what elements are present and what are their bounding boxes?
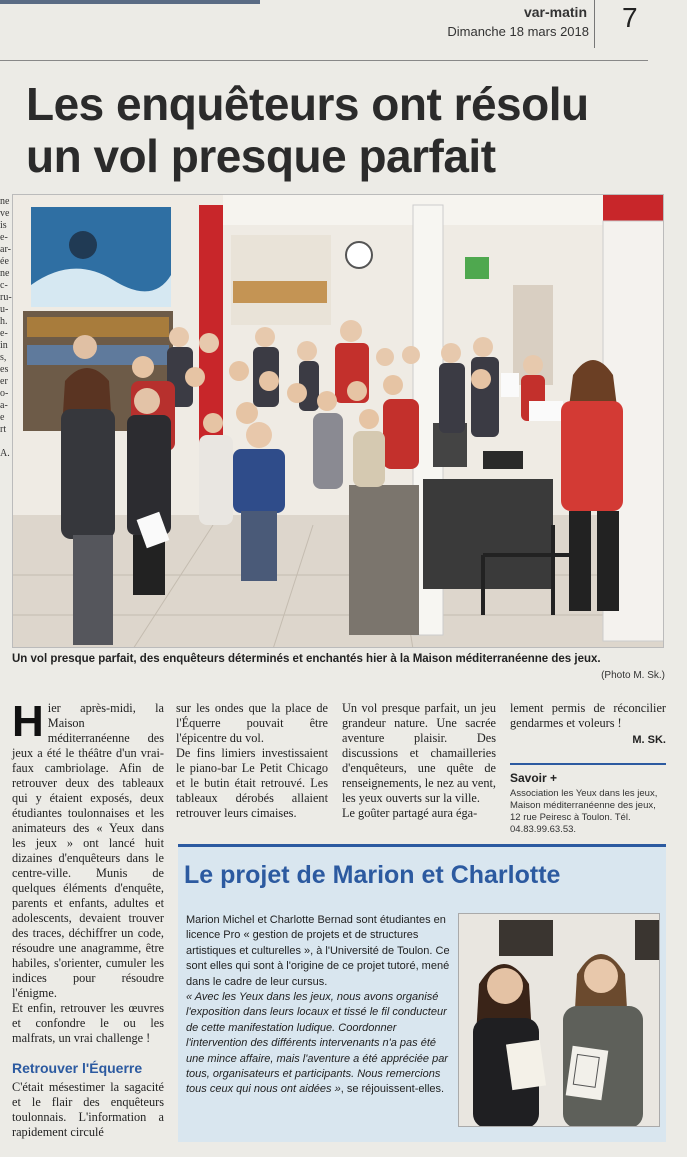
fragment-line: u- (0, 304, 9, 315)
fragment-line: e- (0, 232, 8, 243)
header-divider (594, 0, 595, 48)
fragment-line: h. (0, 316, 8, 327)
group-photo (12, 194, 664, 648)
article-paragraph: ier après-midi, la Maison méditerranéenne des jeux a été le théâtre d'un vrai-faux cambriolage. Afin de retrouver deux des tableaux qui y étaient exposés, deux étudiantes toulonnaises et les animateurs des « Yeux dans les jeux » ont lancé huit dizaines d'enquêteurs dans le centre-ville. Munis de quelques éléments d'enquête, parents et enfants, adultes et adolescents, devaient trouver des traces, déchiffrer un code, résoudre une anagramme, être habiles, s'orienter, cumuler les indices pour résoudre l'énigme. (12, 701, 164, 1000)
sidebar-quote (186, 990, 456, 1098)
sidebar-article-body (186, 913, 456, 1098)
fragment-line: in (0, 340, 8, 351)
header-rule (0, 60, 648, 61)
info-box-title: Savoir + (510, 771, 558, 785)
group-photo-illustration (13, 195, 664, 648)
header-top-bar (0, 0, 260, 4)
sidebar-article-title: Le projet de Marion et Charlotte (184, 861, 561, 889)
info-box (510, 763, 666, 836)
article-subhead: Retrouver l'Équerre (12, 1060, 143, 1076)
page-number: 7 (622, 2, 638, 33)
fragment-line: e (0, 412, 5, 423)
photo-credit: (Photo M. Sk.) (601, 670, 665, 681)
author-signature: M. SK. (632, 734, 666, 746)
fragment-line: A. (0, 448, 10, 459)
article-paragraph: Un vol presque parfait, un jeu grandeur nature. Une sacrée aventure plaisir. Des discussions et chamailleries d'enquêteurs, une quête de renseignements, le nez au vent, les yeux ouverts sur la ville. (342, 701, 496, 805)
students-photo (458, 913, 660, 1127)
article-column-1 (12, 697, 164, 1046)
article-paragraph: Le goûter partagé aura éga- (342, 806, 478, 820)
photo-caption: Un vol presque parfait, des enquêteurs déterminés et enchantés hier à la Maison méditerranéenne des jeux. (12, 653, 601, 665)
sidebar-quote-end: , se réjouissent-elles. (340, 1083, 445, 1096)
fragment-line: er (0, 376, 8, 387)
issue-date: Dimanche 18 mars 2018 (447, 24, 589, 39)
fragment-line: rt (0, 424, 7, 435)
article-column-3 (342, 701, 496, 821)
fragment-line: a- (0, 400, 8, 411)
students-photo-illustration (459, 914, 660, 1127)
article-paragraph: sur les ondes que la place de l'Équerre pouvait être l'épicentre du vol. (176, 701, 328, 745)
fragment-line: ve (0, 208, 10, 219)
publication-name: var-matin (523, 4, 587, 20)
fragment-line: s, (0, 352, 7, 363)
headline-line-1: Les enquêteurs ont résolu (26, 78, 589, 130)
sidebar-article (178, 844, 666, 1142)
fragment-line (0, 436, 12, 448)
headline (26, 78, 666, 182)
sidebar-paragraph: Marion Michel et Charlotte Bernad sont étudiantes en licence Pro « gestion de projets et de structures artistiques et culturelles », à l'Université de Toulon. Ce sont elles qui sont à l'origine de ce projet tutoré, mené dans le cadre de leur cursus. (186, 914, 450, 988)
fragment-line: c- (0, 280, 8, 291)
fragment-line: es (0, 364, 9, 375)
drop-cap: H (12, 697, 44, 746)
headline-line-2: un vol presque parfait (26, 130, 496, 182)
fragment-line: ar- (0, 244, 11, 255)
fragment-line: ne (0, 196, 10, 207)
article-column-4 (510, 701, 666, 748)
page-header (0, 0, 687, 60)
fragment-line: e- (0, 328, 8, 339)
info-box-text: Association les Yeux dans les jeux, Maison méditerranéenne des jeux, 12 rue Peiresc à Toulon. Tél. 04.83.99.63.53. (510, 788, 658, 835)
article-paragraph: lement permis de réconcilier gendarmes et voleurs ! (510, 701, 666, 730)
article-paragraph: C'était mésestimer la sagacité et le flair des enquêteurs toulonnais. L'information a rapidement circulé (12, 1080, 164, 1139)
fragment-line: ée (0, 256, 9, 267)
article-paragraph: De fins limiers investissaient le piano-bar Le Petit Chicago et le butin était retrouvé. Les tableaux dérobés allaient retrouver leurs cimaises. (176, 746, 328, 820)
fragment-line: is (0, 220, 7, 231)
fragment-line: ne (0, 268, 10, 279)
article-column-1-continued (12, 1080, 164, 1140)
sidebar-quote-text: « Avec les Yeux dans les jeux, nous avons organisé l'exposition dans leurs locaux et tissé le fil conducteur de cette manifestation ludique. Coordonner l'intervention des différents intervenants n'a pas été une mince affaire, mais l'aventure a été appréciée par tous, organisateurs et participants. Nous remercions tous ceux qui nous ont aidées » (186, 991, 448, 1096)
fragment-line: o- (0, 388, 9, 399)
article-paragraph: Et enfin, retrouver les œuvres et confondre le ou les malfrats, un vrai challenge ! (12, 1001, 164, 1045)
fragment-line: ru- (0, 292, 12, 303)
article-column-2 (176, 701, 328, 821)
previous-article-fragment (0, 196, 12, 460)
